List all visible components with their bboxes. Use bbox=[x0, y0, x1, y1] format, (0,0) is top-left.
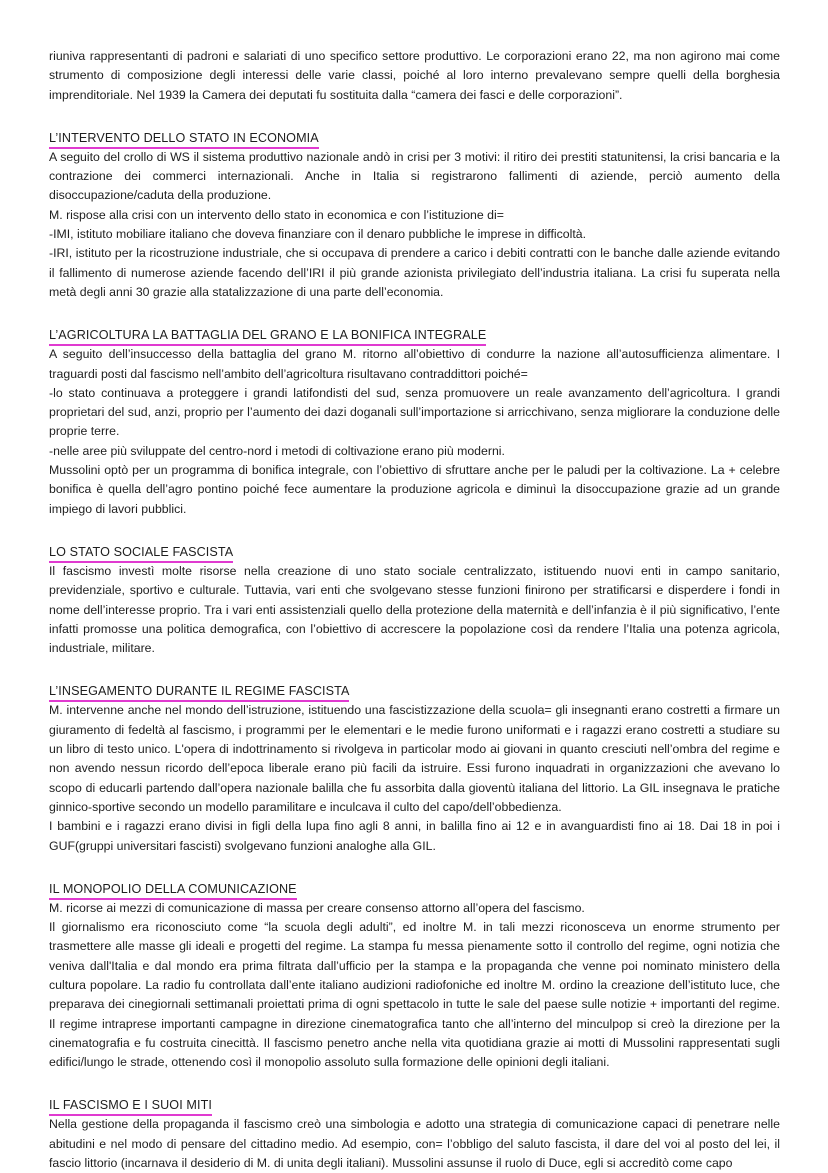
section-insegnamento bbox=[49, 682, 780, 855]
paragraph: -IRI, istituto per la ricostruzione industriale, che si occupava di prendere a carico i debiti contratti con le banche dalle aziende evitando il fallimento di numerose aziende facendo dell’IRI il più grande azionista privilegiato dell’industria italiana. La crisi fu superata nella metà degli anni 30 grazie alla statalizzazione di una parte dell’economia. bbox=[49, 246, 780, 299]
paragraph: M. rispose alla crisi con un intervento dello stato in economica e con l’istituzione di= bbox=[49, 207, 504, 222]
section-heading: L’INTERVENTO DELLO STATO IN ECONOMIA bbox=[49, 130, 319, 149]
section-heading: L’AGRICOLTURA LA BATTAGLIA DEL GRANO E LA BONIFICA INTEGRALE bbox=[49, 327, 486, 346]
section-heading: IL FASCISMO E I SUOI MITI bbox=[49, 1097, 212, 1116]
paragraph: Il fascismo investì molte risorse nella creazione di uno stato sociale centralizzato, istituendo nuovi enti in campo sanitario, previdenziale, sportivo e culturale. Tuttavia, vari enti che svolgevano stesse funzioni finirono per stratificarsi e disperdere i fondi in nome dell’interesse proprio. Tra i vari enti assistenziali quello della protezione della maternità e dell’infanzia è il più significativo, l’ente infatti promosse una politica demografica, con l’obiettivo di accrescere la popolazione così da rendere l’Italia una potenza agricola, industriale, militare. bbox=[49, 563, 780, 656]
paragraph: -IMI, istituto mobiliare italiano che doveva finanziare con il denaro pubbliche le imprese in difficoltà. bbox=[49, 227, 587, 242]
section-intervento-stato bbox=[49, 129, 780, 302]
paragraph: Mussolini optò per un programma di bonifica integrale, con l’obiettivo di sfruttare anche per le paludi per la coltivazione. La + celebre bonifica è quella dell’agro pontino poiché fece aumentare la produzione agricola e diminuì la disoccupazione grazie ad un grande impiego di lavori pubblici. bbox=[49, 463, 780, 516]
intro-block bbox=[49, 47, 780, 105]
paragraph: A seguito dell’insuccesso della battaglia del grano M. ritorno all’obiettivo di condurre la nazione all’autosufficienza alimentare. I traguardi posti dal fascismo nell’ambito dell’agricoltura risultavano contraddittori poiché= bbox=[49, 347, 780, 381]
paragraph: -lo stato continuava a proteggere i grandi latifondisti del sud, senza promuovere un reale avanzamento dell’agricoltura. I grandi proprietari del sud, anzi, proprio per l’aumento dei dazi doganali sull’importazione si arricchivano, senza migliorare la conduzione delle proprie terre. bbox=[49, 385, 780, 439]
section-heading: L’INSEGAMENTO DURANTE IL REGIME FASCISTA bbox=[49, 683, 349, 702]
paragraph: M. ricorse ai mezzi di comunicazione di massa per creare consenso attorno all’opera del fascismo. bbox=[49, 900, 585, 915]
paragraph: -nelle aree più sviluppate del centro-nord i metodi di coltivazione erano più moderni. bbox=[49, 443, 505, 458]
paragraph: M. intervenne anche nel mondo dell’istruzione, istituendo una fascistizzazione della scuola= gli insegnanti erano costretti a firmare un giuramento di fedeltà al fascismo, i programmi per le elementari e le medie furono uniformati e i ragazzi erano costretti a studiare su un libro di testo unico. L'opera di indottrinamento si rivolgeva in particolar modo ai giovani in quanto cresciuti nell’ombra del regime e non avendo nessun ricordo dell’epoca liberale erano più facili da istruire. Essi furono inquadrati in organizzazioni che avevano lo scopo di educarli partendo dall’opera nazionale balilla che fu assorbita dalla gioventù italiana del littorio. La GIL insegnava le pratiche ginnico-sportive secondo un modello paramilitare e inculcava il culto del capo/dell’obbedienza. bbox=[49, 703, 780, 814]
section-monopolio-comunicazione bbox=[49, 880, 780, 1073]
section-heading: LO STATO SOCIALE FASCISTA bbox=[49, 544, 233, 563]
paragraph: I bambini e i ragazzi erano divisi in figli della lupa fino agli 8 anni, in balilla fino ai 12 e in avanguardisti fino ai 18. Dai 18 in poi i GUF(gruppi universitari fascisti) svolgevano funzioni analoghe alla GIL. bbox=[49, 819, 780, 853]
section-fascismo-miti bbox=[49, 1096, 780, 1173]
section-agricoltura bbox=[49, 326, 780, 519]
paragraph: Nella gestione della propaganda il fascismo creò una simbologia e adotto una strategia di comunicazione capaci di penetrare nelle abitudini e nel modo di pensare del cittadino medio. Ad esempio, con= l’obbligo del saluto fascista, il dare del voi al posto del lei, il fascio littorio (incarnava il desiderio di M. di unita degli italiani). Mussolini assunse il ruolo di Duce, egli si accreditò come capo bbox=[49, 1117, 780, 1171]
section-stato-sociale bbox=[49, 543, 780, 658]
paragraph: A seguito del crollo di WS il sistema produttivo nazionale andò in crisi per 3 motivi: il ritiro dei prestiti statunitensi, la crisi bancaria e la contrazione dei commerci internazionali. Anche in Italia si registrarono fallimenti di aziende, perciò aumento della disoccupazione/caduta della produzione. bbox=[49, 149, 780, 203]
paragraph: Il giornalismo era riconosciuto come “la scuola degli adulti”, ed inoltre M. in tali mezzi riconosceva un enorme strumento per trasmettere alle masse gli ideali e progetti del regime. La stampa fu messa pienamente sotto il controllo del regime, ogni notizia che veniva dall'Italia e dal mondo era prima filtrata dall’ufficio per la stampa e la propaganda che venne poi nominato ministero della cultura popolare. La radio fu controllata dall’ente italiano audizioni radiofoniche ed inoltre M. ordino la creazione dell’istituto luce, che preparava dei cinegiornali settimanali proiettati prima di ogni spettacolo in tutte le sale del paese sulle notizie + importanti del regime. Il regime intraprese importanti campagne in direzione cinematografica tanto che all’interno del minculpop si creò la direzione per la cinematografia e fu costruita cinecittà. Il fascismo penetro anche nella vita quotidiana grazie ai motti di Mussolini rappresentati sugli edifici/lungo le strade, ottenendo così il monopolio assoluto sulla formazione delle opinioni degli italiani. bbox=[49, 920, 780, 1070]
intro-paragraph: riuniva rappresentanti di padroni e salariati di uno specifico settore produttivo. Le corporazioni erano 22, ma non agirono mai come strumento di composizione degli interessi delle varie classi, poiché al loro interno prevalevano sempre quelli della borghesia imprenditoriale. Nel 1939 la Camera dei deputati fu sostituita dalla “camera dei fasci e delle corporazioni”. bbox=[49, 49, 780, 102]
section-heading: IL MONOPOLIO DELLA COMUNICAZIONE bbox=[49, 881, 297, 900]
